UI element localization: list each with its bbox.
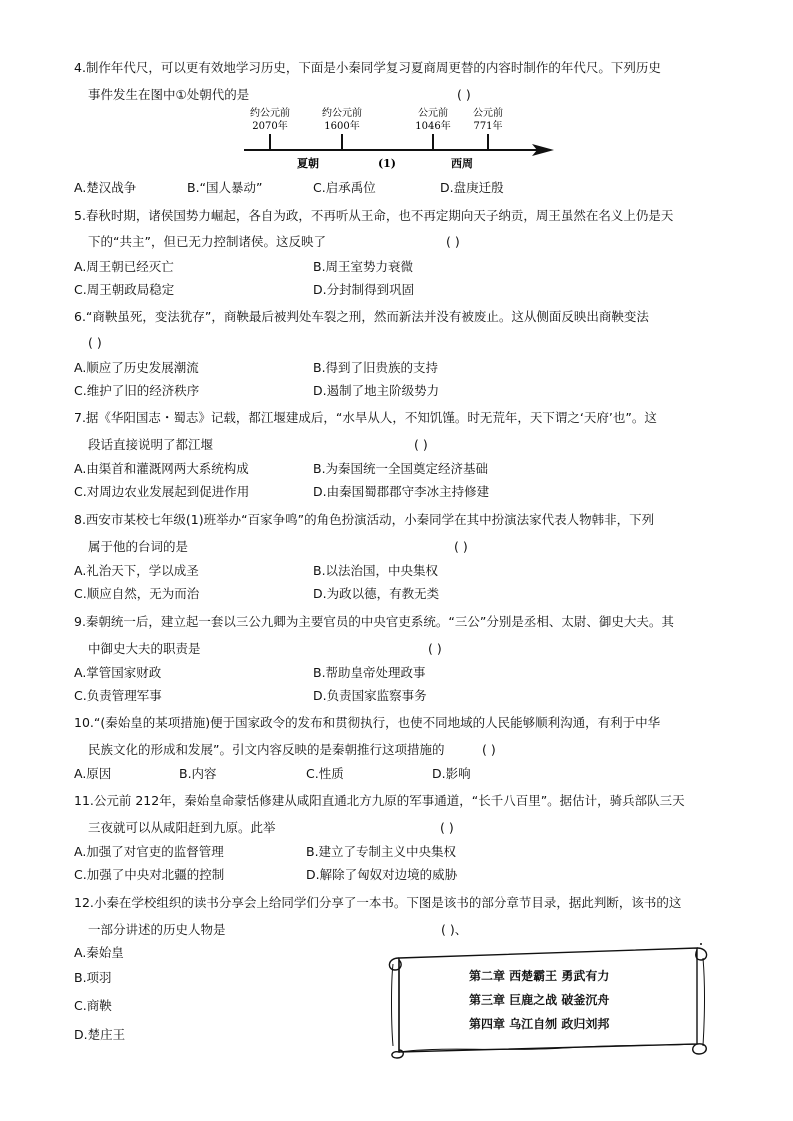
q11-option-d[interactable]: D.解除了匈奴对边境的威胁 [306,867,458,882]
q11-option-a[interactable]: A.加强了对官吏的监督管理 [74,844,224,859]
q8-stem-line1: 8.西安市某校七年级(1)班举办“百家争鸣”的角色扮演活动，小秦同学在其中扮演法家代表人物韩非，下列 [74,512,655,527]
q5-stem-line1: 5.春秋时期，诸侯国势力崛起，各自为政，不再听从王命，也不再定期向天子纳贡，周王虽然在名义上仍是天 [74,208,674,223]
q12-stem-line2: 一部分讲述的历史人物是 [88,922,226,937]
q5-option-a[interactable]: A.周王朝已经灭亡 [74,259,174,274]
q5-option-b[interactable]: B.周王室势力衰微 [313,259,414,274]
timeline-figure [236,104,566,174]
q10-answer-blank[interactable]: ( ) [482,742,496,757]
timeline-label-4-top: 公元前 [473,108,503,119]
q7-option-d[interactable]: D.由秦国蜀郡郡守李冰主持修建 [313,484,490,499]
q10-option-b[interactable]: B.内容 [179,766,217,781]
q8-option-d[interactable]: D.为政以德，有教无类 [313,586,440,601]
timeline-label-3-top: 公元前 [418,108,448,119]
q12-stem-line1: 12.小秦在学校组织的读书分享会上给同学们分享了一本书。下图是该书的部分章节目录，据此判断，该书的这 [74,895,682,910]
q5-answer-blank[interactable]: ( ) [446,234,460,249]
q4-stem-line1: 4.制作年代尺，可以更有效地学习历史，下面是小秦同学复习夏商周更替的内容时制作的年代尺。下列历史 [74,60,661,75]
q5-stem-line2: 下的“共主”，但已无力控制诸侯。这反映了 [88,234,326,249]
q10-option-a[interactable]: A.原因 [74,766,112,781]
q6-stem-line1: 6.“商鞅虽死，变法犹存”，商鞅最后被判处车裂之刑，然而新法并没有被废止。这从侧面反映出商鞅变法 [74,309,649,324]
q5-option-d[interactable]: D.分封制得到巩固 [313,282,415,297]
q8-answer-blank[interactable]: ( ) [454,539,468,554]
q9-option-b[interactable]: B.帮助皇帝处理政事 [313,665,426,680]
q6-option-a[interactable]: A.顺应了历史发展潮流 [74,360,199,375]
q7-answer-blank[interactable]: ( ) [414,437,428,452]
q9-option-a[interactable]: A.掌管国家财政 [74,665,162,680]
q10-option-c[interactable]: C.性质 [306,766,344,781]
q7-option-c[interactable]: C.对周边农业发展起到促进作用 [74,484,250,499]
q11-stem-line2: 三夜就可以从咸阳赶到九原。此举 [88,820,276,835]
q4-option-d[interactable]: D.盘庚迁殷 [440,180,504,195]
q9-option-d[interactable]: D.负责国家监察事务 [313,688,427,703]
q4-stem-line2: 事件发生在图中①处朝代的是 [88,87,250,102]
q10-stem-line2: 民族文化的形成和发展”。引文内容反映的是秦朝推行这项措施的 [88,742,445,757]
timeline-segment-xizhou: 西周 [451,157,473,170]
scroll-dot [700,943,702,945]
scroll-chapter-2: 第二章 西楚霸王 勇武有力 [469,969,610,983]
q8-option-a[interactable]: A.礼治天下，学以成圣 [74,563,199,578]
q6-answer-blank[interactable]: ( ) [88,335,102,350]
q11-answer-blank[interactable]: ( ) [440,820,454,835]
q8-option-c[interactable]: C.顺应自然，无为而治 [74,586,200,601]
q7-option-a[interactable]: A.由渠首和灌溉网两大系统构成 [74,461,249,476]
timeline-label-2-top: 约公元前 [322,108,362,119]
q12-option-b[interactable]: B.项羽 [74,970,112,985]
q4-answer-blank[interactable]: ( ) [457,87,471,102]
timeline-label-3-bottom: 1046年 [415,121,451,132]
q9-answer-blank[interactable]: ( ) [428,641,442,656]
scroll-chapter-4: 第四章 乌江自刎 政归刘邦 [469,1017,610,1031]
timeline-segment-xia: 夏朝 [297,157,319,170]
q12-option-a[interactable]: A.秦始皇 [74,945,124,960]
q4-option-c[interactable]: C.启承禹位 [313,180,376,195]
q9-stem-line1: 9.秦朝统一后，建立起一套以三公九卿为主要官员的中央官吏系统。“三公”分别是丞相、太尉、御史大夫。其 [74,614,674,629]
timeline-segment-1: (1) [377,157,397,170]
timeline-label-4-bottom: 771年 [473,121,503,132]
q10-option-d[interactable]: D.影响 [432,766,471,781]
q11-option-b[interactable]: B.建立了专制主义中央集权 [306,844,457,859]
q6-option-b[interactable]: B.得到了旧贵族的支持 [313,360,439,375]
q11-stem-line1: 11.公元前 212年，秦始皇命蒙恬修建从咸阳直通北方九原的军事通道，“长千八百里”。据估计，骑兵部队三天 [74,793,685,808]
scroll-right-edge [703,958,705,1046]
q8-option-b[interactable]: B.以法治国，中央集权 [313,563,439,578]
q6-option-d[interactable]: D.遏制了地主阶级势力 [313,383,440,398]
q12-option-c[interactable]: C.商鞅 [74,998,112,1013]
q12-answer-blank[interactable]: ( )、 [441,922,468,937]
q4-option-a[interactable]: A.楚汉战争 [74,180,137,195]
q7-option-b[interactable]: B.为秦国统一全国奠定经济基础 [313,461,489,476]
q7-stem-line2: 段话直接说明了都江堰 [88,437,214,452]
q6-option-c[interactable]: C.维护了旧的经济秩序 [74,383,200,398]
q4-timeline [236,104,566,174]
q8-stem-line2: 属于他的台词的是 [88,539,189,554]
q11-option-c[interactable]: C.加强了中央对北疆的控制 [74,867,225,882]
q9-option-c[interactable]: C.负责管理军事 [74,688,162,703]
scroll-left-edge [392,964,394,1046]
q12-chapter-scroll [383,942,713,1060]
timeline-label-2-bottom: 1600年 [324,121,360,132]
timeline-label-1-top: 约公元前 [250,108,290,119]
q10-stem-line1: 10.“(秦始皇的某项措施)便于国家政令的发布和贯彻执行，也使不同地域的人民能够顺利沟通，有利于中华 [74,715,661,730]
q9-stem-line2: 中御史大夫的职责是 [88,641,201,656]
q12-option-d[interactable]: D.楚庄王 [74,1027,126,1042]
q5-option-c[interactable]: C.周王朝政局稳定 [74,282,175,297]
q4-option-b[interactable]: B.“国人暴动” [187,180,263,195]
scroll-chapter-3: 第三章 巨鹿之战 破釜沉舟 [469,993,610,1007]
timeline-label-1-bottom: 2070年 [252,121,288,132]
q7-stem-line1: 7.据《华阳国志・蜀志》记载，都江堰建成后，“水旱从人，不知饥馑。时无荒年，天下谓之‘天府’也”。这 [74,410,657,425]
